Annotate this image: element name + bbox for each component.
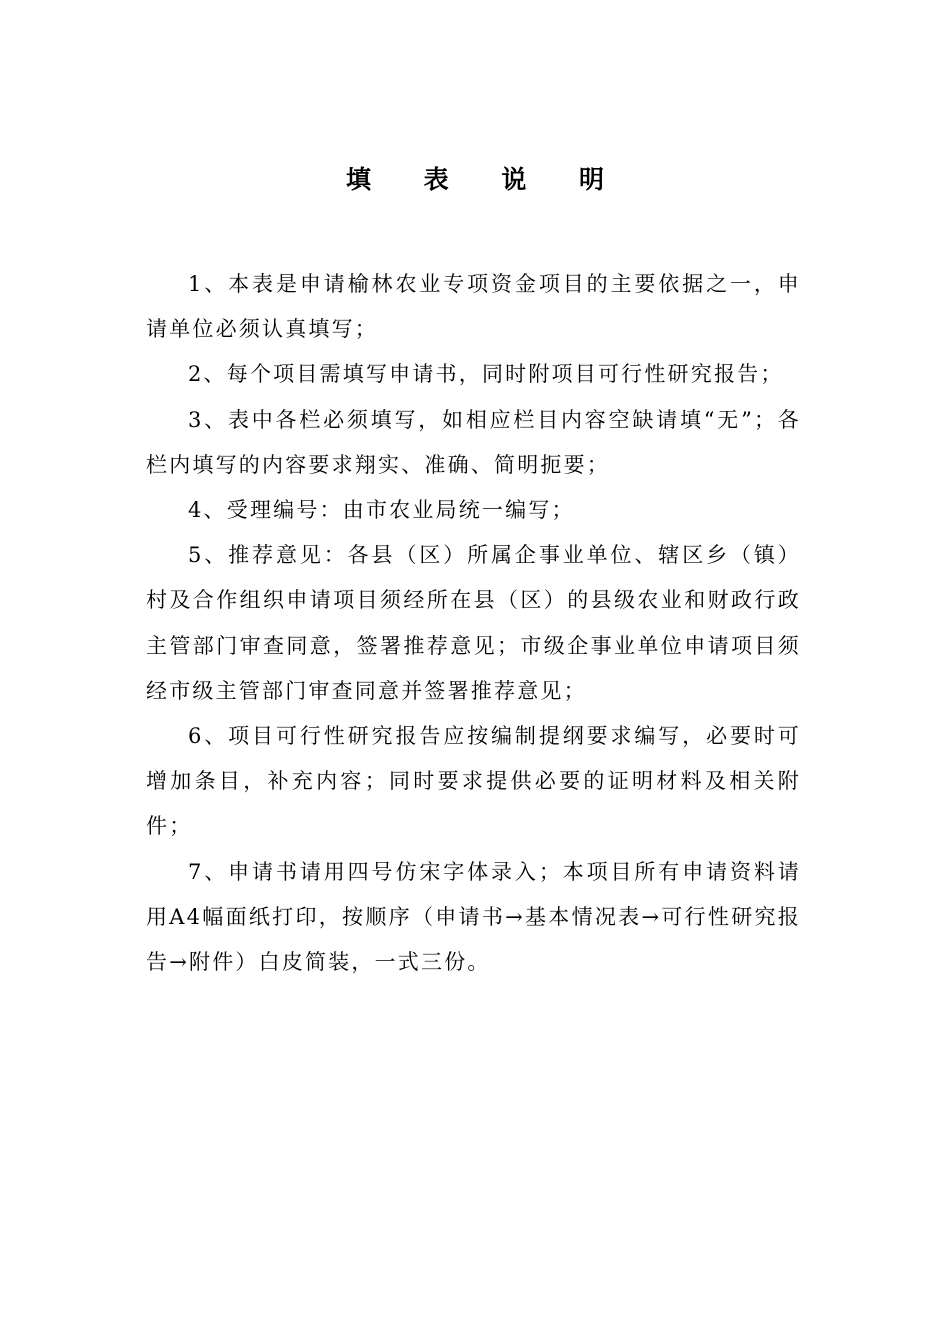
- instruction-item-2: 2、每个项目需填写申请书，同时附项目可行性研究报告；: [188, 362, 784, 387]
- instruction-item-1: 1、本表是申请榆林农业专项资金项目的主要依据之一，申请单位必须认真填写；: [146, 272, 801, 342]
- instruction-item-3: 3、表中各栏必须填写，如相应栏目内容空缺请填“无”；各栏内填写的内容要求翔实、准确、简明扼要；: [146, 407, 801, 477]
- instruction-item-5: 5、推荐意见：各县（区）所属企事业单位、辖区乡（镇）村及合作组织申请项目须经所在县（区）的县级农业和财政行政主管部门审查同意，签署推荐意见；市级企事业单位申请项目须经市级主管部门审查同意并签署推荐意见；: [146, 543, 801, 703]
- instruction-item-6: 6、项目可行性研究报告应按编制提纲要求编写，必要时可增加条目，补充内容；同时要求提供必要的证明材料及相关附件；: [146, 724, 801, 839]
- page-title: 填 表 说 明: [345, 165, 627, 194]
- instruction-item-7: 7、申请书请用四号仿宋字体录入；本项目所有申请资料请用A4幅面纸打印，按顺序（申请书→基本情况表→可行性研究报告→附件）白皮简装，一式三份。: [146, 859, 801, 975]
- instructions-list: [146, 262, 801, 985]
- instruction-item-4: 4、受理编号：由市农业局统一编写；: [188, 498, 575, 523]
